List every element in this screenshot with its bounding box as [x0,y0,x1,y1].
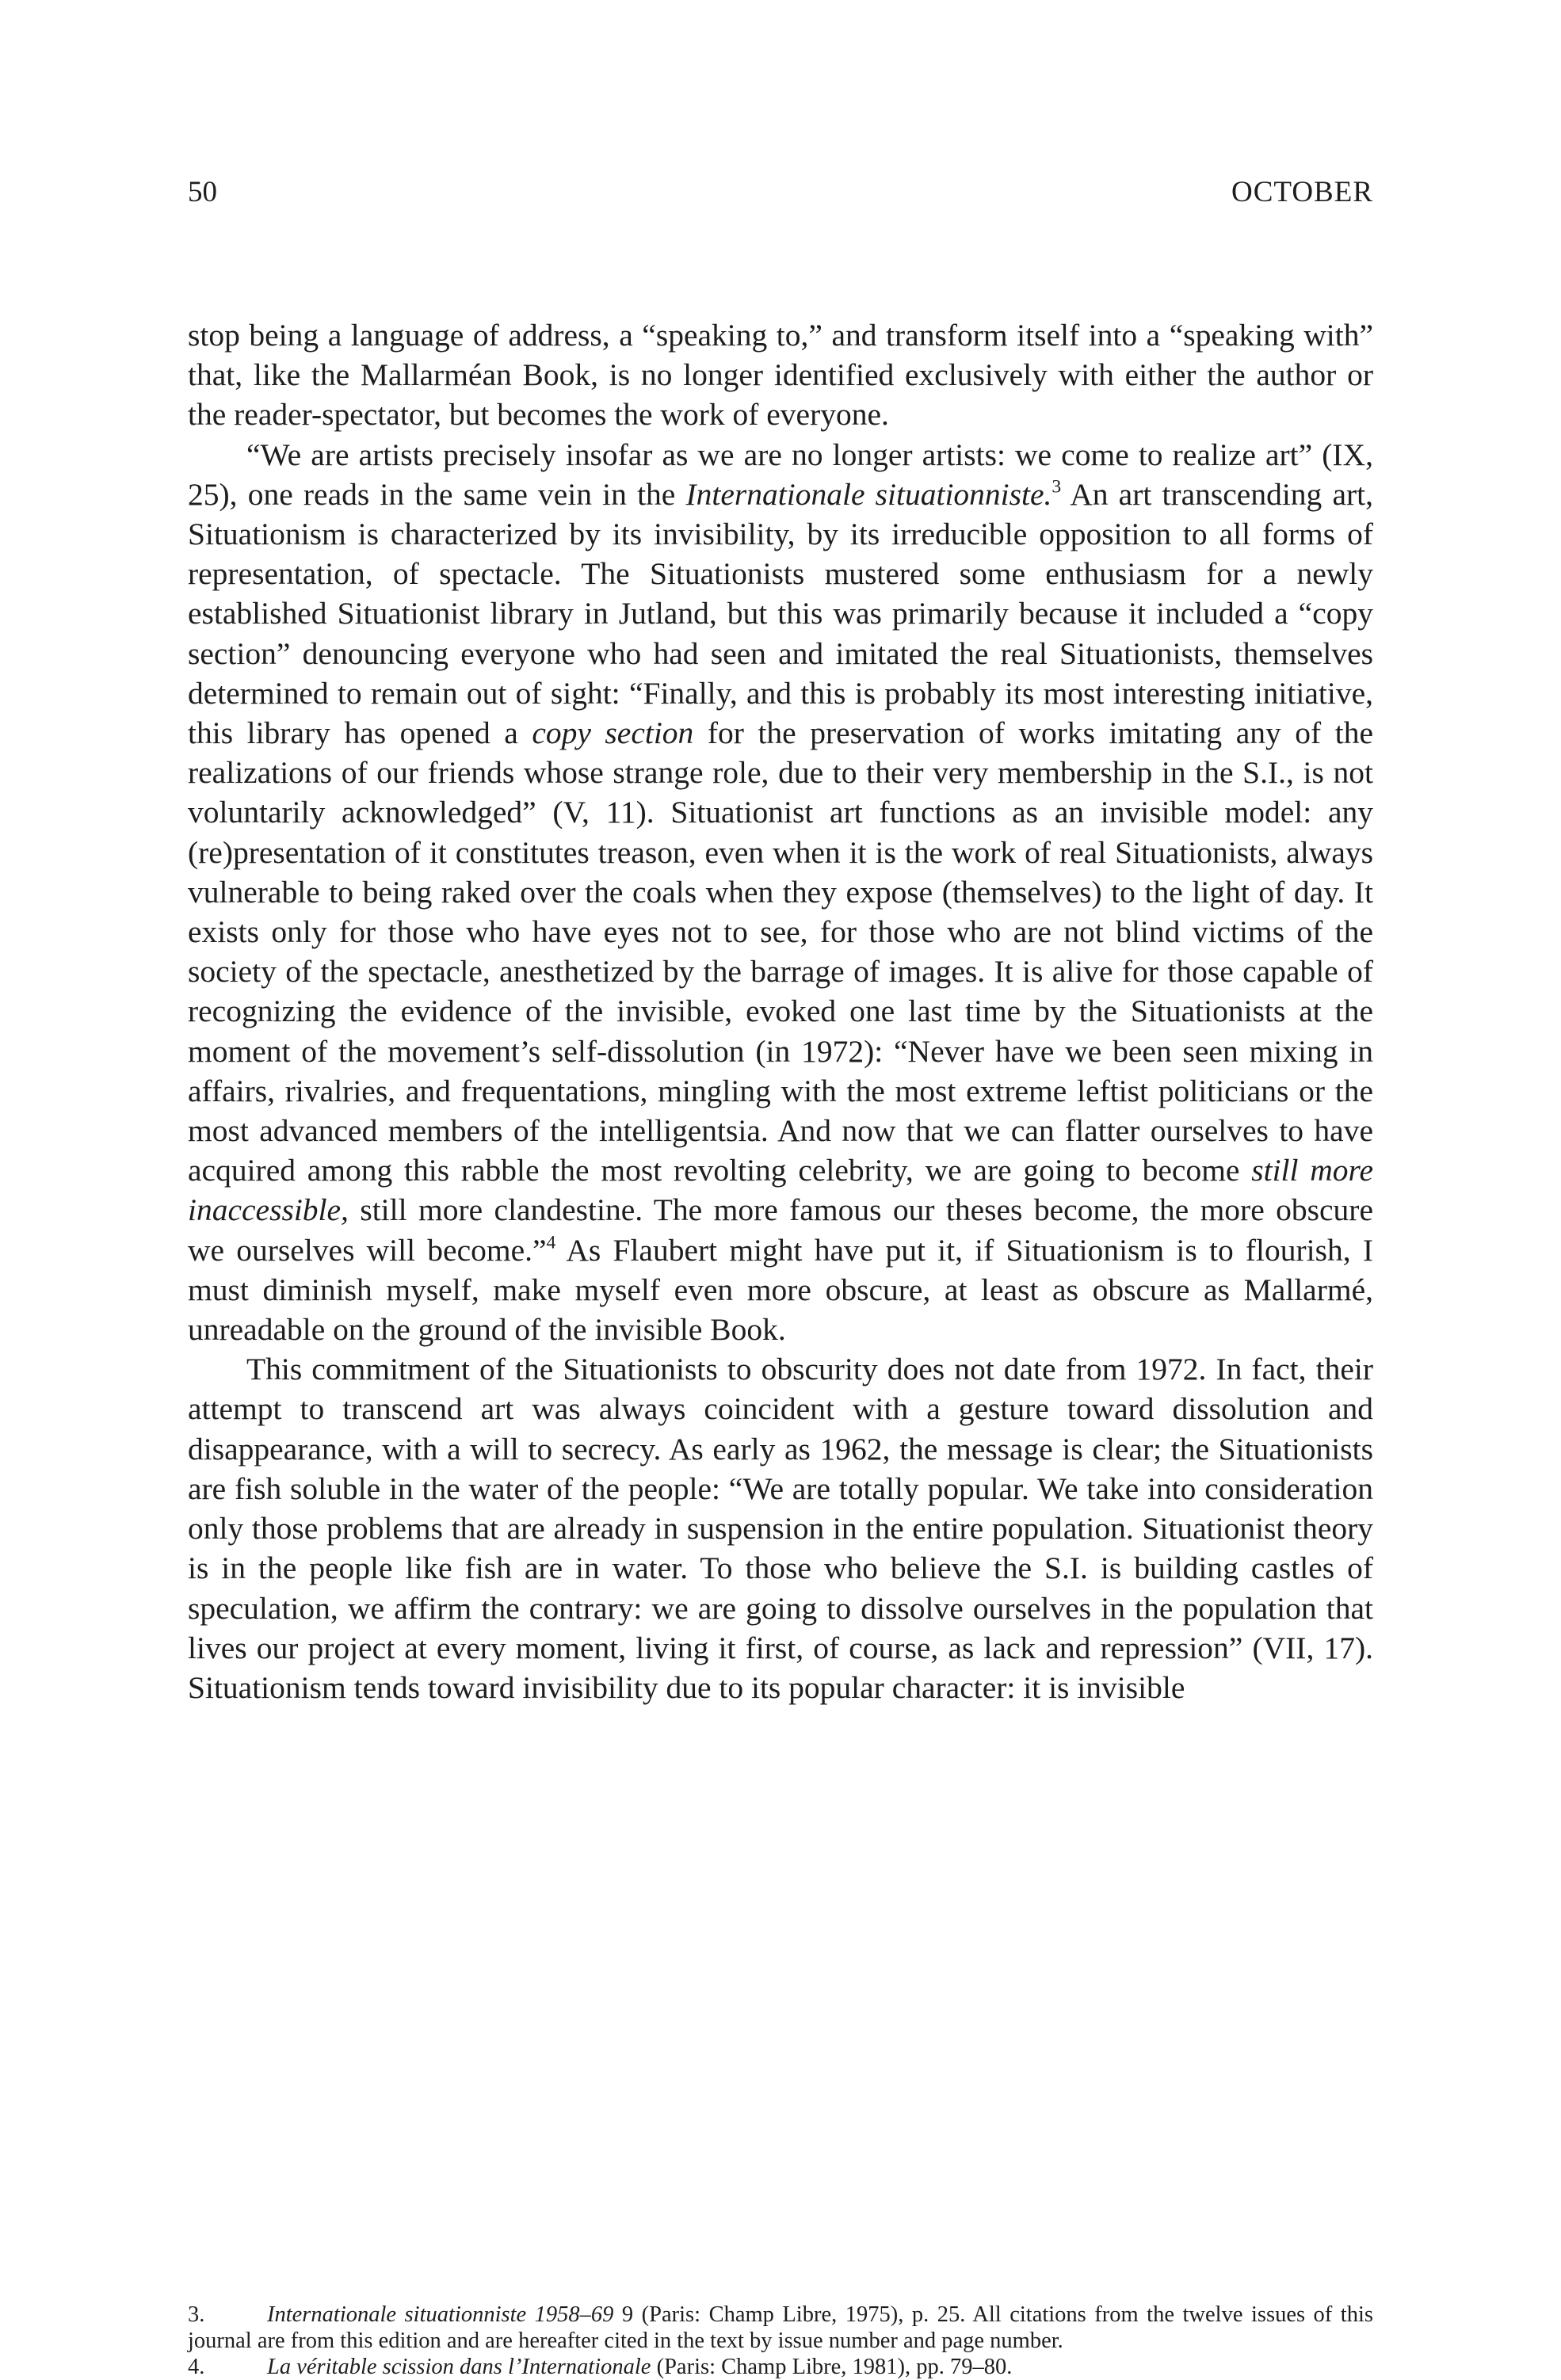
italic-text: Internationale situationniste. [685,476,1052,512]
footnotes [188,2302,1373,2380]
footnote [188,2302,1373,2354]
text-run: An art transcending art, Situationism is characterized by its invisibility, by its irreducible opposition to all forms of representation, of spectacle. The Situationists mustered some enthusiasm for a newly established Situationist library in Jutland, but this was primarily because it included a “copy section” denouncing everyone who had seen and imitated the real Situationists, themselves determined to remain out of sight: “Finally, and this is probably its most interesting initiative, this library has opened a [188,476,1374,751]
footnote-text [267,2355,1012,2379]
page-number: 50 [188,176,217,208]
text-run: 9 (Paris: Champ Libre, 1975), p. 25. All citations from the twelve issues of this journal are from this edition and are hereafter cited in the text by issue number and page number. [188,2302,1373,2353]
footnote-number: 3. [188,2302,205,2327]
footnote-reference: 3 [1051,476,1062,498]
text-run: stop being a language of address, a “speaking to,” and transform itself into a “speaking with” that, like the Mallarméan Book, is no longer identified exclusively with either the author or the reader-spectator, but becomes the work of everyone. [188,318,1373,433]
text-run: “We are artists precisely insofar as we are no longer artists: we come to realize art” (IX, 25), one reads in the same vein in the [188,437,1373,512]
italic-text: still more inaccessible, [188,1153,1373,1228]
footnote [188,2354,1373,2380]
journal-title: OCTOBER [1231,176,1373,208]
text-run: As Flaubert might have put it, if Situationism is to flourish, I must diminish myself, make myself even more obscure, at least as obscure as Mallarmé, unreadable on the ground of the invisible Book. [188,1232,1373,1348]
footnote-reference: 4 [546,1232,556,1253]
text-run: (Paris: Champ Libre, 1981), pp. 79–80. [651,2355,1013,2379]
text-run: This commitment of the Situationists to obscurity does not date from 1972. In fact, their attempt to transcend art was always coincident with a gesture toward dissolution and disappearance, with a will to secrecy. As early as 1962, the message is clear; the Situationists are fish soluble in the water of the people: “We are totally popular. We take into consideration only those problems that are already in suspension in the entire population. Situationist theory is in the people like fish are in water. To those who believe the S.I. is building castles of speculation, we affirm the contrary: we are going to dissolve ourselves in the population that lives our project at every moment, living it first, of course, as lack and repression” (VII, 17). Situationism tends toward invisibility due to its popular character: it is invisible [188,1352,1373,1705]
italic-text: La véritable scission dans l’Internationale [267,2355,651,2379]
text-run: still more clandestine. The more famous our theses become, the more obscure we ourselves will become.” [188,1192,1373,1268]
italic-text: copy section [532,715,694,751]
body-text [188,315,1373,1707]
footnote-text [188,2302,1373,2353]
footnote-number: 4. [188,2355,205,2379]
italic-text: Internationale situationniste 1958–69 [267,2302,614,2327]
running-head [188,173,1373,212]
paragraph [188,435,1373,1350]
paragraph [188,1349,1373,1707]
paragraph [188,315,1373,435]
text-run: for the preservation of works imitating any of the realizations of our friends whose strange role, due to their very membership in the S.I., is not voluntarily acknowledged” (V, 11). Situationist art functions as an invisible model: any (re)presentation of it constitutes treason, even when it is the work of real Situationists, always vulnerable to being raked over the coals when they expose (themselves) to the light of day. It exists only for those who have eyes not to see, for those who are not blind victims of the society of the spectacle, anesthetized by the barrage of images. It is alive for those capable of recognizing the evidence of the invisible, evoked one last time by the Situationists at the moment of the movement’s self-dissolution (in 1972): “Never have we been seen mixing in affairs, rivalries, and frequentations, mingling with the most extreme leftist politicians or the most advanced members of the intelligentsia. And now that we can flatter ourselves to have acquired among this rabble the most revolting celebrity, we are going to become [188,715,1373,1188]
